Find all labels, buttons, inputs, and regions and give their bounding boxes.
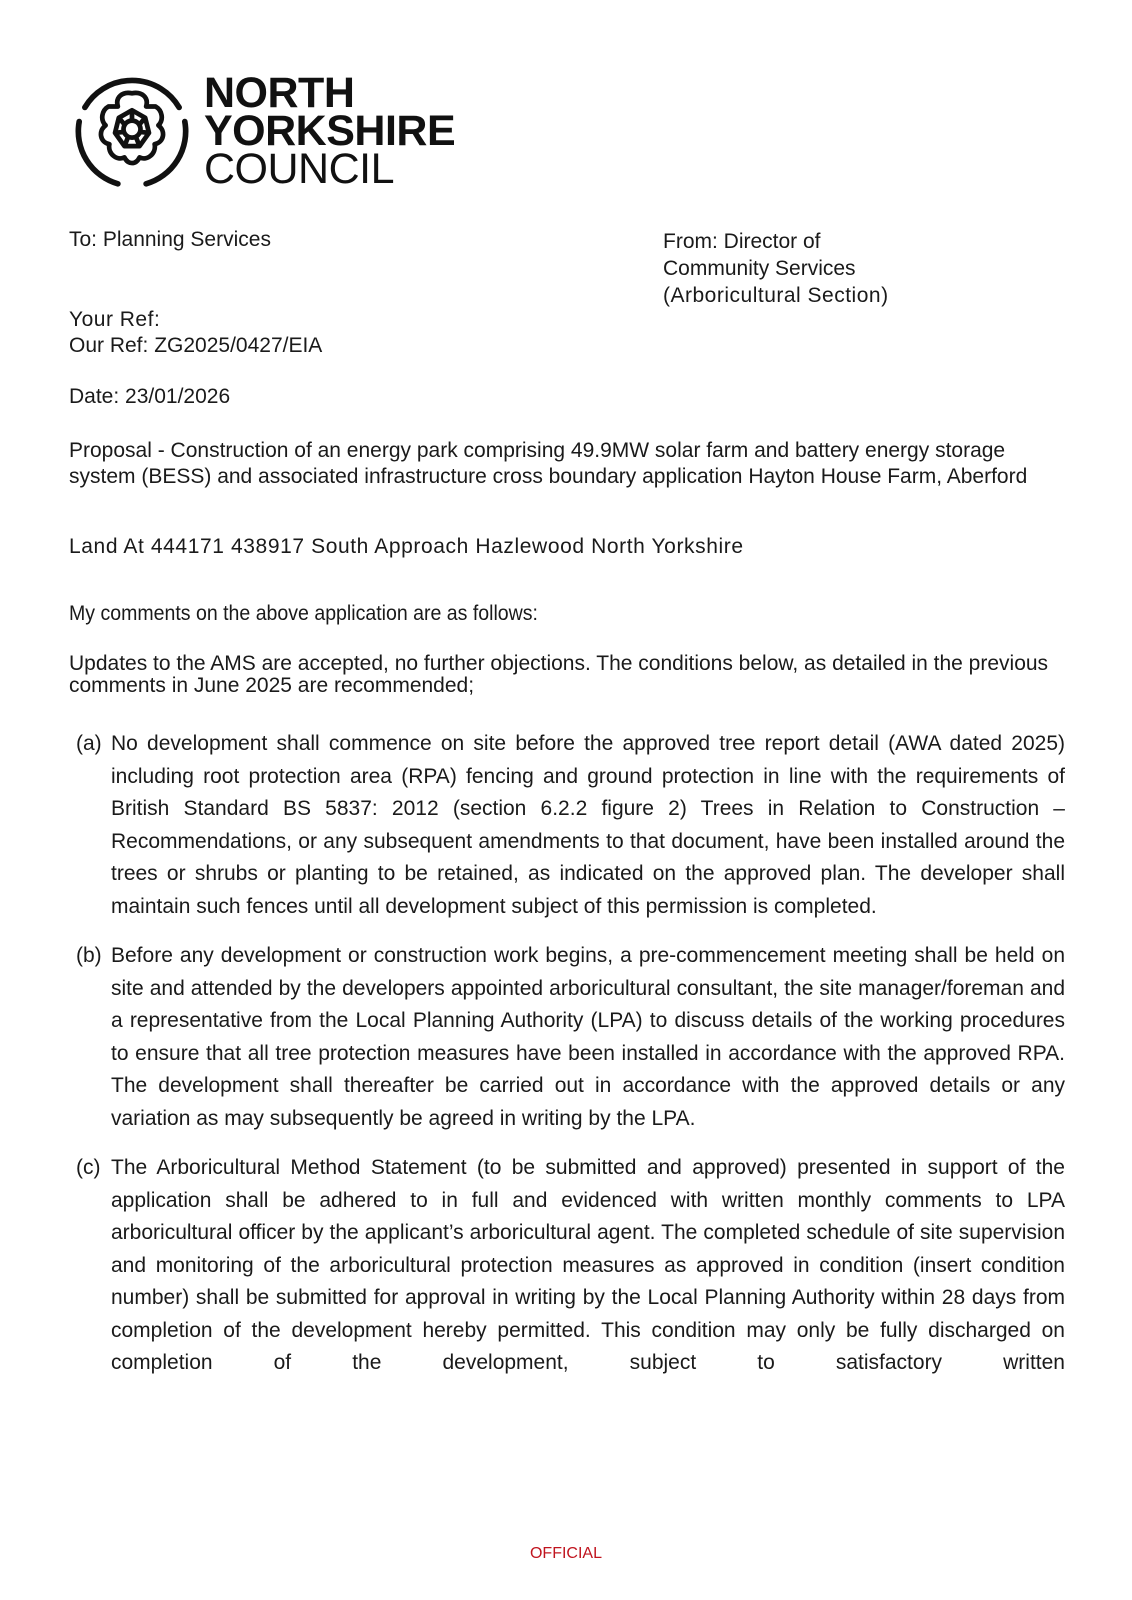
comments-intro: My comments on the above application are as follows: [69, 602, 538, 625]
council-name [204, 69, 456, 193]
updates-paragraph: Updates to the AMS are accepted, no further objections. The conditions below, as detailed in the previous comments in June 2025 are recommended; [69, 652, 1049, 697]
condition-text: No development shall commence on site before the approved tree report detail (AWA dated 2025) including root protection area (RPA) fencing and ground protection in line with the requirements of British Standard BS 5837: 2012 (section 6.2.2 figure 2) Trees in Relation to Construction – Recommendations, or any subsequent amendments to that document, have been installed around the trees or shrubs or planting to be retained, as indicated on the approved plan. The developer shall maintain such fences until all development subject of this permission is completed. [111, 732, 1065, 918]
condition-text: The Arboricultural Method Statement (to be submitted and approved) presented in support of the application shall be adhered to in full and evidenced with written monthly comments to LPA arboricultural officer by the applicant’s arboricultural agent. The completed schedule of site supervision and monitoring of the arboricultural protection measures as approved in condition (insert condition number) shall be submitted for approval in writing by the Local Planning Authority within 28 days from completion of the development hereby permitted. This condition may only be fully discharged on completion of the development, subject to satisfactory written [111, 1156, 1065, 1374]
condition-label: (a) [76, 732, 102, 755]
logo-line-yorkshire: YORKSHIRE [204, 107, 456, 155]
to-field: To: Planning Services [69, 228, 271, 251]
proposal-description: Proposal - Construction of an energy park comprising 49.9MW solar farm and battery energy storage system (BESS) and associated infrastructure cross boundary application Hayton House Farm, Aberford [69, 439, 1028, 488]
from-line: Community Services [663, 257, 856, 280]
from-line: (Arboricultural Section) [663, 284, 889, 307]
condition-label: (b) [76, 944, 102, 967]
from-line: From: Director of [663, 230, 821, 253]
council-logo [66, 64, 458, 198]
logo-line-council: COUNCIL [204, 145, 395, 193]
condition-item [69, 728, 1065, 923]
security-classification: OFFICIAL [529, 1545, 602, 1562]
from-field [663, 228, 889, 309]
letter-date: Date: 23/01/2026 [69, 385, 231, 408]
references [69, 307, 322, 359]
condition-item [69, 940, 1065, 1135]
land-address: Land At 444171 438917 South Approach Hazlewood North Yorkshire [69, 535, 744, 558]
condition-label: (c) [76, 1156, 101, 1179]
condition-text: Before any development or construction work begins, a pre-commencement meeting shall be held on site and attended by the developers appointed arboricultural consultant, the site manager/foreman and a representative from the Local Planning Authority (LPA) to discuss details of the working procedures to ensure that all tree protection measures have been installed in accordance with the approved RPA. The development shall thereafter be carried out in accordance with the approved details or any variation as may subsequently be agreed in writing by the LPA. [111, 944, 1065, 1130]
yorkshire-rose-icon [66, 65, 198, 197]
your-ref: Your Ref: [69, 308, 161, 331]
our-ref: Our Ref: ZG2025/0427/EIA [69, 334, 323, 357]
condition-item [69, 1152, 1065, 1380]
conditions-list [69, 728, 1065, 1397]
logo-line-north: NORTH [204, 69, 355, 117]
